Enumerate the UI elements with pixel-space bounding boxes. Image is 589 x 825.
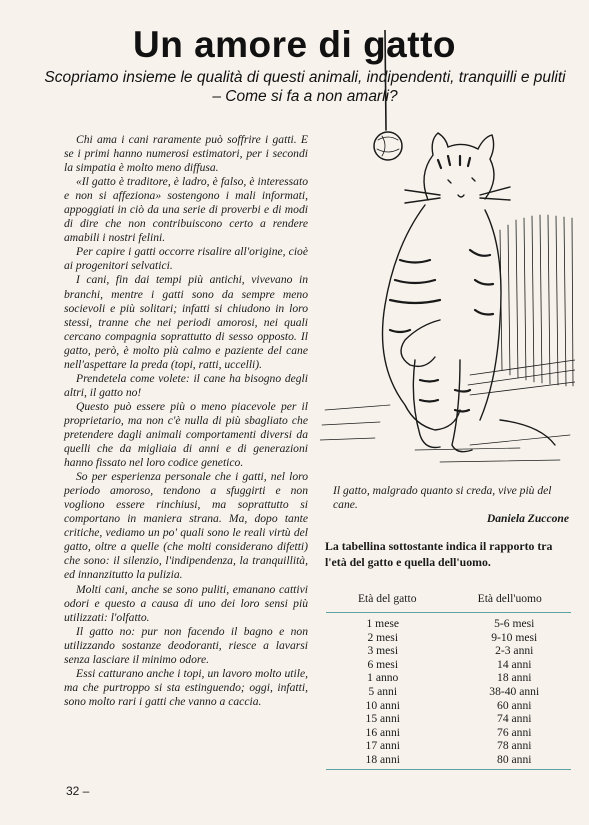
toy-string bbox=[385, 30, 386, 130]
human-age-cell: 2-3 anni bbox=[495, 644, 534, 658]
article-body bbox=[64, 133, 308, 709]
cat-stripes bbox=[390, 156, 493, 412]
table-row bbox=[326, 617, 571, 631]
cat-age-cell: 15 anni bbox=[365, 712, 400, 726]
table-row bbox=[326, 699, 571, 713]
article-subtitle: Scopriamo insieme le qualità di questi animali, indipendenti, tranquilli e puliti – Come si fa a non amarli? bbox=[44, 69, 566, 105]
table-row bbox=[326, 644, 571, 658]
table-row bbox=[326, 712, 571, 726]
background-hatching bbox=[468, 215, 575, 395]
cat-figure bbox=[383, 133, 556, 452]
cat-illustration bbox=[320, 30, 575, 475]
cat-age-cell: 18 anni bbox=[365, 752, 400, 766]
cat-age-cell: 3 mesi bbox=[367, 644, 399, 658]
table-header bbox=[326, 592, 571, 613]
human-age-cell: 80 anni bbox=[497, 752, 532, 766]
cat-age-cell: 2 mesi bbox=[367, 630, 399, 644]
paragraph: «Il gatto è traditore, è ladro, è falso, è interessato e non si affeziona» sostengono i mali informati, appoggiati in ciò da una serie di proverbi e di modi di dire che non contribuiscono certo a rendere amabili i nostri felini. bbox=[64, 175, 308, 245]
toy-ball bbox=[374, 132, 402, 160]
cat-age-cell: 10 anni bbox=[365, 698, 400, 712]
table-body bbox=[326, 617, 571, 770]
age-table bbox=[326, 592, 571, 770]
header-human-age: Età dell'uomo bbox=[477, 592, 542, 605]
page-number: 32 – bbox=[66, 784, 90, 798]
paragraph: Molti cani, anche se sono puliti, emanano cattivi odori e questo a causa di uno dei loro sensi più utilizzati: l'olfatto. bbox=[64, 582, 308, 624]
cat-age-cell: 1 anno bbox=[367, 671, 399, 685]
cat-age-cell: 6 mesi bbox=[367, 657, 399, 671]
table-row bbox=[326, 739, 571, 753]
paragraph: Chi ama i cani raramente può soffrire i gatti. E se i primi hanno numerosi estimatori, per i secondi la simpatia è molto meno diffusa. bbox=[64, 133, 308, 175]
paragraph: Prendetela come volete: il cane ha bisogno degli altri, il gatto no! bbox=[64, 371, 308, 399]
header-cat-age: Età del gatto bbox=[357, 592, 417, 605]
table-row bbox=[326, 671, 571, 685]
table-row bbox=[326, 685, 571, 699]
paragraph: Essi catturano anche i topi, un lavoro molto utile, ma che purtroppo si sta estinguendo; oggi, infatti, sono molto rari i gatti che vanno a caccia. bbox=[64, 666, 308, 708]
human-age-cell: 78 anni bbox=[497, 739, 532, 753]
human-age-cell: 60 anni bbox=[497, 698, 532, 712]
illustration-caption: Il gatto, malgrado quanto si creda, vive più del cane. bbox=[333, 484, 552, 511]
cat-age-cell: 16 anni bbox=[365, 725, 400, 739]
cat-age-cell: 1 mese bbox=[366, 617, 400, 630]
floor-lines bbox=[320, 405, 570, 462]
cat-age-cell: 5 anni bbox=[368, 684, 398, 698]
article-title: Un amore di gatto bbox=[132, 24, 457, 65]
paragraph: I cani, fin dai tempi più antichi, vivevano in branchi, mentre i gatti sono da sempre meno socievoli e più solitari; infatti si chiudono in loro stessi, tranne che nei periodi amorosi, nei quali cercano compagnia soprattutto di sesso opposto. Il gatto, però, è molto più calmo e paziente del cane nell'aspettare la preda (topi, ratti, uccelli). bbox=[64, 273, 308, 371]
human-age-cell: 14 anni bbox=[497, 657, 532, 671]
table-row bbox=[326, 753, 571, 767]
paragraph: So per esperienza personale che i gatti, nel loro periodo amoroso, tendono a sfuggirti e non vogliono essere rinchiusi, ma soprattutto si comportano in maniera strana. Ma, dopo tante critiche, vediamo un po' quali sono le reali virtù del gatto, oltre a quelle (che molti considerano difetti) che sono: il silenzio, l'indipendenza, la tranquillità, ed innanzitutto la pulizia. bbox=[64, 470, 308, 582]
human-age-cell: 38-40 anni bbox=[489, 684, 540, 698]
human-age-cell: 9-10 mesi bbox=[491, 630, 538, 644]
human-age-cell: 18 anni bbox=[497, 671, 532, 685]
paragraph: Il gatto no: pur non facendo il bagno e non utilizzando sostanze deodoranti, riesce a lavarsi senza lasciare il minimo odore. bbox=[64, 624, 308, 666]
human-age-cell: 5-6 mesi bbox=[494, 617, 535, 630]
author-name: Daniela Zuccone bbox=[486, 512, 569, 525]
table-row bbox=[326, 658, 571, 672]
human-age-cell: 76 anni bbox=[497, 725, 532, 739]
paragraph: Per capire i gatti occorre risalire all'origine, cioè ai progenitori selvatici. bbox=[64, 245, 308, 273]
cat-age-cell: 17 anni bbox=[365, 739, 400, 753]
human-age-cell: 74 anni bbox=[497, 712, 532, 726]
table-row bbox=[326, 726, 571, 740]
table-intro: La tabellina sottostante indica il rapporto tra l'età del gatto e quella dell'uomo. bbox=[325, 539, 553, 569]
table-row bbox=[326, 631, 571, 645]
paragraph: Questo può essere più o meno piacevole per il proprietario, ma non c'è nulla di più sbagliato che pretendere dagli animali comportamenti diversi da quelli che da migliaia di anni e di generazioni hanno fissato nel loro codice genetico. bbox=[64, 399, 308, 470]
